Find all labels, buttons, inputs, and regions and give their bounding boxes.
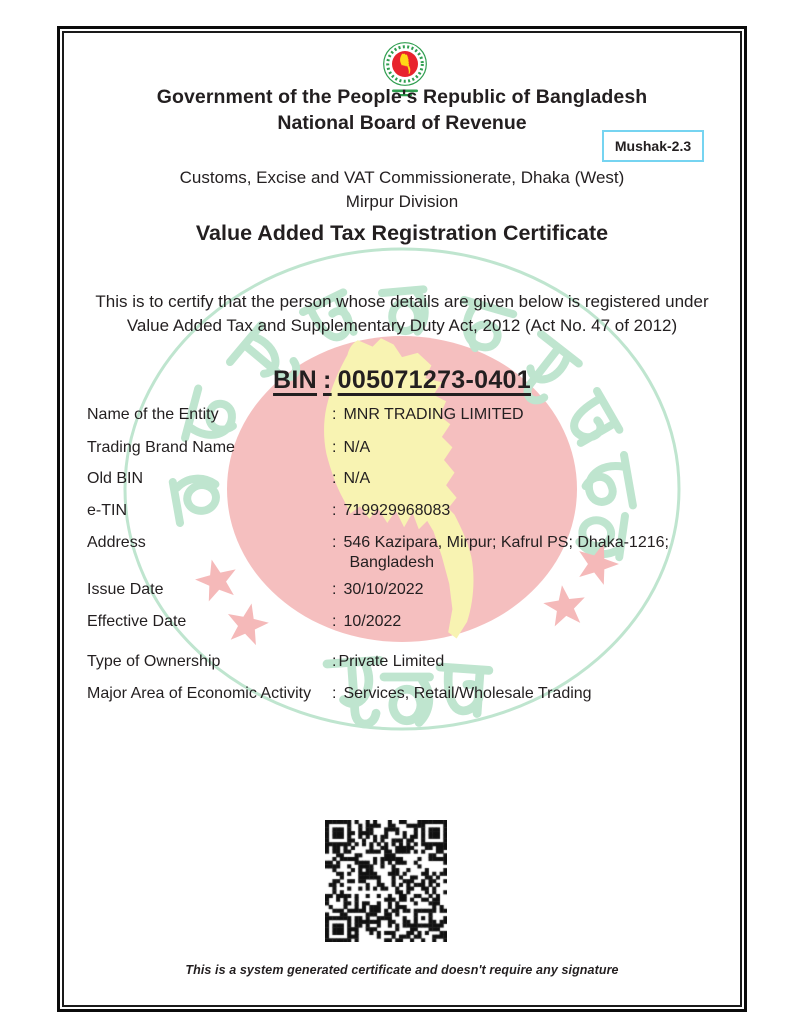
field-colon: :: [332, 613, 337, 630]
field-row-issue-date: [87, 580, 424, 600]
address-line2: Bangladesh: [349, 554, 434, 571]
field-label: Effective Date: [87, 613, 187, 630]
bin-number: [64, 366, 740, 395]
government-title: Government of the People's Republic of Bangladesh: [156, 86, 648, 108]
field-row-effective-date: [87, 612, 401, 632]
field-value: [343, 533, 669, 573]
field-colon: :: [332, 653, 337, 670]
field-colon: :: [332, 534, 337, 551]
field-colon: :: [332, 406, 337, 423]
field-label: Name of the Entity: [87, 406, 219, 423]
field-row-etin: [87, 501, 450, 521]
field-row-old-bin: [87, 469, 370, 489]
certificate-title: Value Added Tax Registration Certificate: [195, 221, 609, 245]
field-label: Trading Brand Name: [87, 439, 235, 456]
mushak-form-badge: Mushak-2.3: [602, 130, 704, 162]
certification-line2: Value Added Tax and Supplementary Duty Act, 2012 (Act No. 47 of 2012): [126, 315, 678, 335]
system-generated-note: This is a system generated certificate and doesn't require any signature: [185, 963, 619, 977]
field-value: Services, Retail/Wholesale Trading: [343, 685, 592, 702]
field-colon: :: [332, 439, 337, 456]
field-row-trading-brand: [87, 438, 370, 458]
board-title: National Board of Revenue: [277, 112, 527, 134]
verification-qr-code: [325, 820, 447, 942]
bin-separator: :: [323, 366, 332, 394]
address-line1: 546 Kazipara, Mirpur; Kafrul PS; Dhaka-1216;: [343, 534, 669, 551]
field-value: 30/10/2022: [343, 581, 424, 598]
field-value: N/A: [343, 439, 371, 456]
field-label: Major Area of Economic Activity: [87, 685, 312, 702]
field-colon: :: [332, 685, 337, 702]
field-label: Old BIN: [87, 470, 144, 487]
certificate-content: [64, 33, 740, 1005]
field-label: Issue Date: [87, 581, 164, 598]
commissionerate-line: Customs, Excise and VAT Commissionerate, Dhaka (West): [179, 168, 625, 187]
field-value: N/A: [343, 470, 371, 487]
bin-label: BIN: [273, 366, 318, 394]
field-label: Address: [87, 534, 146, 551]
field-label: e-TIN: [87, 502, 127, 519]
field-value: 719929968083: [343, 502, 451, 519]
field-row-economic-activity: [87, 684, 592, 704]
certification-line1: This is to certify that the person whose details are given below is registered under: [95, 292, 709, 311]
field-row-entity-name: [87, 405, 524, 425]
division-line: Mirpur Division: [345, 192, 459, 211]
field-colon: :: [332, 502, 337, 519]
certification-statement: [64, 290, 740, 337]
field-row-address: [87, 533, 669, 573]
field-colon: :: [332, 581, 337, 598]
field-label: Type of Ownership: [87, 653, 221, 670]
certificate-page: [62, 31, 742, 1007]
bin-value: 005071273-0401: [337, 366, 531, 394]
field-value: Private Limited: [338, 653, 445, 670]
field-colon: :: [332, 470, 337, 487]
field-value: MNR TRADING LIMITED: [343, 406, 524, 423]
field-value: 10/2022: [343, 613, 402, 630]
field-row-ownership-type: [87, 652, 444, 672]
